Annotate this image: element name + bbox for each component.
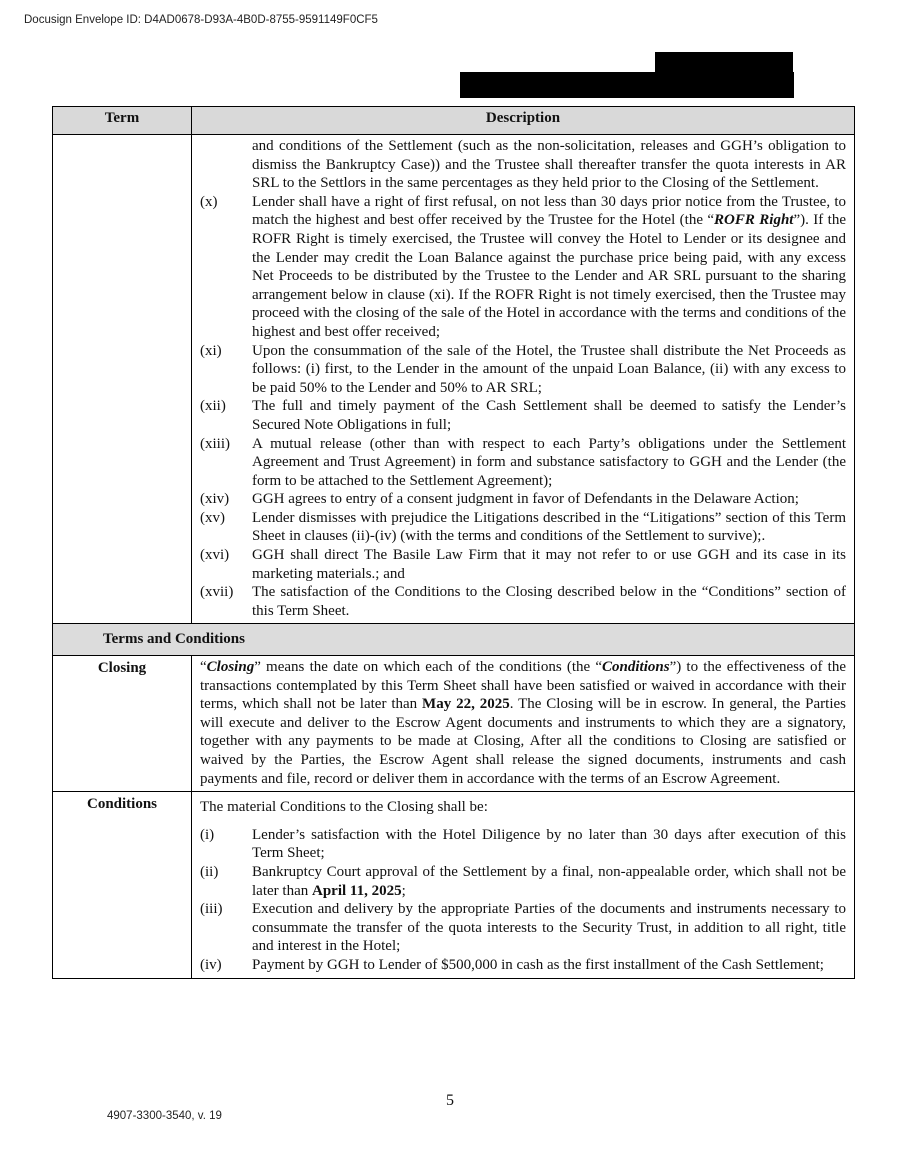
clause-xiii xyxy=(200,435,846,491)
condition-iv xyxy=(200,956,846,975)
clause-number: (ii) xyxy=(200,863,219,880)
quote-open: “ xyxy=(200,659,207,676)
defined-term-rofr: ROFR Right xyxy=(714,212,794,229)
section-title: Terms and Conditions xyxy=(53,624,855,656)
condition-iii xyxy=(200,900,846,956)
table-row xyxy=(53,135,855,624)
clause-number: (xii) xyxy=(200,398,226,415)
clause-number: (xi) xyxy=(200,342,222,359)
table-row-conditions xyxy=(53,792,855,978)
clause-number: (xv) xyxy=(200,509,225,526)
clause-text: A mutual release (other than with respect to each Party’s obligations under the Settlement Agreement and Trust Agreement) in form and substance satisfactory to GGH and the Lender (the form to be attached to the Settlement Agreement); xyxy=(252,435,846,489)
condition-i xyxy=(200,826,846,863)
table-header-row xyxy=(53,107,855,135)
clause-xv xyxy=(200,509,846,546)
docusign-envelope-id: Docusign Envelope ID: D4AD0678-D93A-4B0D-8755-9591149F0CF5 xyxy=(24,14,378,26)
defined-term-conditions: Conditions xyxy=(602,659,670,676)
clause-text-pre: Lender shall have a right of first refusal, on not less than 30 days prior notice from the Trustee, to match the highest and best offer received by the Trustee for the Hotel (the “ xyxy=(252,193,846,229)
header-description: Description xyxy=(192,107,855,135)
table-row-closing xyxy=(53,656,855,792)
clause-text-post: ; xyxy=(401,882,406,899)
clause-number: (xvi) xyxy=(200,547,230,564)
approval-date: April 11, 2025 xyxy=(311,882,402,899)
clause-text: Lender’s satisfaction with the Hotel Diligence by no later than 30 days after execution of this Term Sheet; xyxy=(252,826,846,862)
section-row xyxy=(53,624,855,656)
clause-text: GGH agrees to entry of a consent judgment in favor of Defendants in the Delaware Action; xyxy=(252,491,799,508)
clause-text: GGH shall direct The Basile Law Firm that it may not refer to or use GGH and its case in its marketing materials.; and xyxy=(252,547,846,582)
redaction-bar-bottom xyxy=(460,72,794,98)
term-conditions: Conditions xyxy=(53,792,192,978)
clause-xvi xyxy=(200,546,846,583)
clause-number: (i) xyxy=(200,826,215,843)
clause-text-pre: Bankruptcy Court approval of the Settlement by a final, non-appealable order, which shall not be later than xyxy=(252,863,846,899)
clause-text xyxy=(252,863,846,900)
header-term: Term xyxy=(53,107,192,135)
clause-text: Execution and delivery by the appropriate Parties of the documents and instruments necessary to consummate the transfer of the quota interests to the Security Trust, in addition to all right, title and interest in the Hotel; xyxy=(252,901,846,955)
clause-text: The full and timely payment of the Cash Settlement shall be deemed to satisfy the Lender’s Secured Note Obligations in full; xyxy=(252,398,846,433)
clause-number: (x) xyxy=(200,193,218,210)
conditions-intro: The material Conditions to the Closing shall be: xyxy=(200,799,488,816)
term-sheet-table xyxy=(52,106,855,979)
clause-text-post: ”). If the ROFR Right is timely exercised, the Trustee will convey the Hotel to Lender or its designee and the Lender may credit the Loan Balance against the purchase price being paid, with any excess Net Proceeds to be distributed by the Trustee to the Lender and AR SRL pursuant to the sharing arrangement below in clause (xi). If the ROFR Right is not timely exercised, then the Trustee may proceed with the closing of the sale of the Hotel in accordance with the terms and conditions of the highest and best offer received; xyxy=(252,212,847,340)
clause-number: (xiv) xyxy=(200,491,230,508)
clause-xiv xyxy=(200,490,846,509)
term-cell-empty xyxy=(53,135,192,624)
condition-ii xyxy=(200,863,846,900)
term-closing: Closing xyxy=(53,656,192,792)
clause-text: The satisfaction of the Conditions to the Closing described below in the “Conditions” section of this Term Sheet. xyxy=(252,584,846,619)
clause-text: Upon the consummation of the sale of the Hotel, the Trustee shall distribute the Net Proceeds as follows: (i) first, to the Lender in the amount of the unpaid Loan Balance, (ii) with any excess to be paid 50% to the Lender and 50% to AR SRL; xyxy=(252,342,846,396)
closing-text-2: ”) to the effectiveness of the transactions contemplated by this Term Sheet shall have been satisfied or waived in accordance with their terms, which shall not be later than xyxy=(200,659,847,713)
clause-xii xyxy=(200,397,846,434)
clause-number: (iv) xyxy=(200,956,222,973)
closing-description xyxy=(192,656,855,792)
redaction-bar-top xyxy=(655,52,793,74)
clause-x xyxy=(200,193,846,342)
clause-xvii xyxy=(200,583,846,620)
clause-number: (xiii) xyxy=(200,435,230,452)
continued-paragraph: and conditions of the Settlement (such as the non-solicitation, releases and GGH’s obligation to dismiss the Bankruptcy Case)) and the Trustee shall thereafter transfer the quota interests in AR SRL to the Settlors in the same percentages as they held prior to the Closing of the Settlement. xyxy=(252,138,846,192)
conditions-description xyxy=(192,792,855,978)
description-cell xyxy=(192,135,855,624)
clause-text: Lender dismisses with prejudice the Litigations described in the “Litigations” section of this Term Sheet in clauses (ii)-(iv) (with the terms and conditions of the Settlement to survive);. xyxy=(252,509,846,545)
closing-text-1: ” means the date on which each of the conditions (the “ xyxy=(254,659,603,676)
clause-text: Payment by GGH to Lender of $500,000 in cash as the first installment of the Cash Settlement; xyxy=(252,956,824,973)
closing-date: May 22, 2025 xyxy=(422,696,510,713)
closing-text-3: . The Closing will be in escrow. In general, the Parties will execute and deliver to the Escrow Agent documents and instruments to which they are a signatory, together with any payments to be made at Closing, After all the conditions to Closing are satisfied or waived by the Parties, the Escrow Agent shall release the signed documents, instruments and cash payments and file, record or deliver them in accordance with the terms of an Escrow Agreement. xyxy=(200,696,846,787)
document-id: 4907-3300-3540, v. 19 xyxy=(107,1110,222,1122)
defined-term-closing: Closing xyxy=(206,659,255,676)
clause-text xyxy=(252,193,846,342)
clause-xi xyxy=(200,342,846,398)
clause-number: (xvii) xyxy=(200,584,234,601)
clause-number: (iii) xyxy=(200,901,223,918)
page-number: 5 xyxy=(446,1092,454,1109)
